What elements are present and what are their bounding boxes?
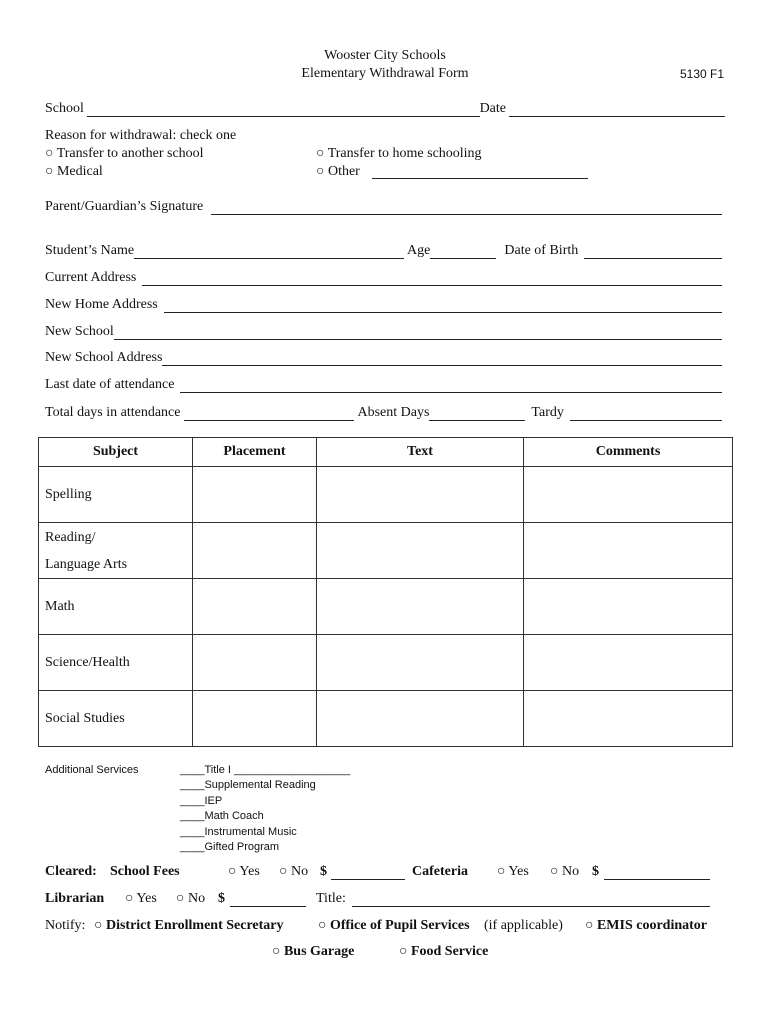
last-date-label: Last date of attendance [45,377,175,392]
librarian-no[interactable]: ○ No [176,891,206,906]
school-label: School [45,101,84,116]
librarian-title-label: Title: [316,891,346,906]
comments-cell[interactable] [524,523,733,579]
notify-label: Notify: [45,918,86,933]
school-fees-dollar: $ [320,864,327,879]
school-fees-label: School Fees [110,864,180,879]
date-field[interactable] [509,102,725,117]
signature-row [45,197,725,215]
cafeteria-dollar: $ [592,864,599,879]
notify-bus-garage[interactable]: ○ Bus Garage [272,944,355,959]
additional-services-label: Additional Services [45,764,139,776]
reason-other[interactable]: ○ Other [316,164,360,179]
date-label: Date [479,101,506,116]
placement-cell[interactable] [193,579,317,635]
service-title-one[interactable]: ____Title I ___________________ [180,764,351,776]
subject-math: Math [39,579,193,635]
notify-emis[interactable]: ○ EMIS coordinator [585,918,708,933]
school-date-row [45,99,725,117]
header-text: Text [317,438,524,467]
notify-pupil-services[interactable]: ○ Office of Pupil Services [318,918,470,933]
subject-reading-line1: Reading/ [45,529,96,545]
cafeteria-yes[interactable]: ○ Yes [497,864,529,879]
new-school-address-field[interactable] [162,351,722,366]
text-cell[interactable] [317,635,524,691]
text-cell[interactable] [317,579,524,635]
new-home-address-field[interactable] [164,298,722,313]
cafeteria-no[interactable]: ○ No [550,864,580,879]
librarian-amount-field[interactable] [230,891,306,907]
age-field[interactable] [430,244,496,259]
header-subject: Subject [39,438,193,467]
librarian-label: Librarian [45,891,105,906]
reason-home-schooling[interactable]: ○ Transfer to home schooling [316,146,482,161]
cleared-label: Cleared: [45,864,97,879]
reason-transfer-school[interactable]: ○ Transfer to another school [45,146,204,161]
absent-days-field[interactable] [429,406,525,421]
placement-cell[interactable] [193,467,317,523]
subject-reading-line2: Language Arts [45,556,128,572]
librarian-yes[interactable]: ○ Yes [125,891,157,906]
current-address-field[interactable] [142,271,722,286]
placement-cell[interactable] [193,691,317,747]
age-label: Age [407,243,431,258]
service-instrumental-music[interactable]: ____Instrumental Music [180,826,297,838]
subject-reading [39,523,193,579]
new-school-label: New School [45,324,114,339]
placement-cell[interactable] [193,523,317,579]
total-days-field[interactable] [184,406,354,421]
cafeteria-amount-field[interactable] [604,864,710,880]
new-school-field[interactable] [114,325,722,340]
dob-label: Date of Birth [504,243,579,258]
cafeteria-label: Cafeteria [412,864,468,879]
subject-spelling: Spelling [39,467,193,523]
service-math-coach[interactable]: ____Math Coach [180,810,264,822]
comments-cell[interactable] [524,691,733,747]
signature-label: Parent/Guardian’s Signature [45,199,204,214]
new-school-row [45,322,725,340]
district-name: Wooster City Schools [324,48,446,63]
librarian-title-field[interactable] [352,891,710,907]
new-school-address-label: New School Address [45,350,163,365]
current-address-row [45,268,725,286]
comments-cell[interactable] [524,635,733,691]
text-cell[interactable] [317,523,524,579]
header-comments: Comments [524,438,733,467]
absent-days-label: Absent Days [357,405,430,420]
signature-field[interactable] [211,200,722,215]
student-row [45,241,725,259]
tardy-label: Tardy [531,405,564,420]
service-iep[interactable]: ____IEP [180,795,223,807]
new-home-address-row [45,295,725,313]
table-row [39,467,733,523]
last-date-field[interactable] [180,378,722,393]
librarian-dollar: $ [218,891,225,906]
placement-cell[interactable] [193,635,317,691]
text-cell[interactable] [317,467,524,523]
school-field[interactable] [87,102,480,117]
subject-social-studies: Social Studies [39,691,193,747]
student-name-label: Student’s Name [45,243,135,258]
student-name-field[interactable] [134,244,404,259]
form-title: Elementary Withdrawal Form [301,66,469,81]
current-address-label: Current Address [45,270,137,285]
service-supplemental-reading[interactable]: ____Supplemental Reading [180,779,316,791]
new-school-address-row [45,348,725,366]
reason-medical[interactable]: ○ Medical [45,164,103,179]
form-code: 5130 F1 [680,67,725,81]
notify-food-service[interactable]: ○ Food Service [399,944,489,959]
dob-field[interactable] [584,244,722,259]
table-row [39,523,733,579]
reason-label: Reason for withdrawal: check one [45,128,237,143]
header-placement: Placement [193,438,317,467]
service-gifted-program[interactable]: ____Gifted Program [180,841,280,853]
notify-if-applicable: (if applicable) [484,918,563,933]
table-row [39,579,733,635]
table-row [39,691,733,747]
text-cell[interactable] [317,691,524,747]
tardy-field[interactable] [570,406,722,421]
subject-science-health: Science/Health [39,635,193,691]
attendance-row [45,403,725,421]
reason-other-field[interactable] [372,162,588,179]
notify-district-enrollment[interactable]: ○ District Enrollment Secretary [94,918,284,933]
new-home-address-label: New Home Address [45,297,158,312]
last-date-row [45,375,725,393]
comments-cell[interactable] [524,467,733,523]
subjects-table [38,437,733,747]
school-fees-no[interactable]: ○ No [279,864,309,879]
school-fees-amount-field[interactable] [331,864,405,880]
table-header-row [39,438,733,467]
total-days-label: Total days in attendance [45,405,181,420]
comments-cell[interactable] [524,579,733,635]
table-row [39,635,733,691]
school-fees-yes[interactable]: ○ Yes [228,864,260,879]
